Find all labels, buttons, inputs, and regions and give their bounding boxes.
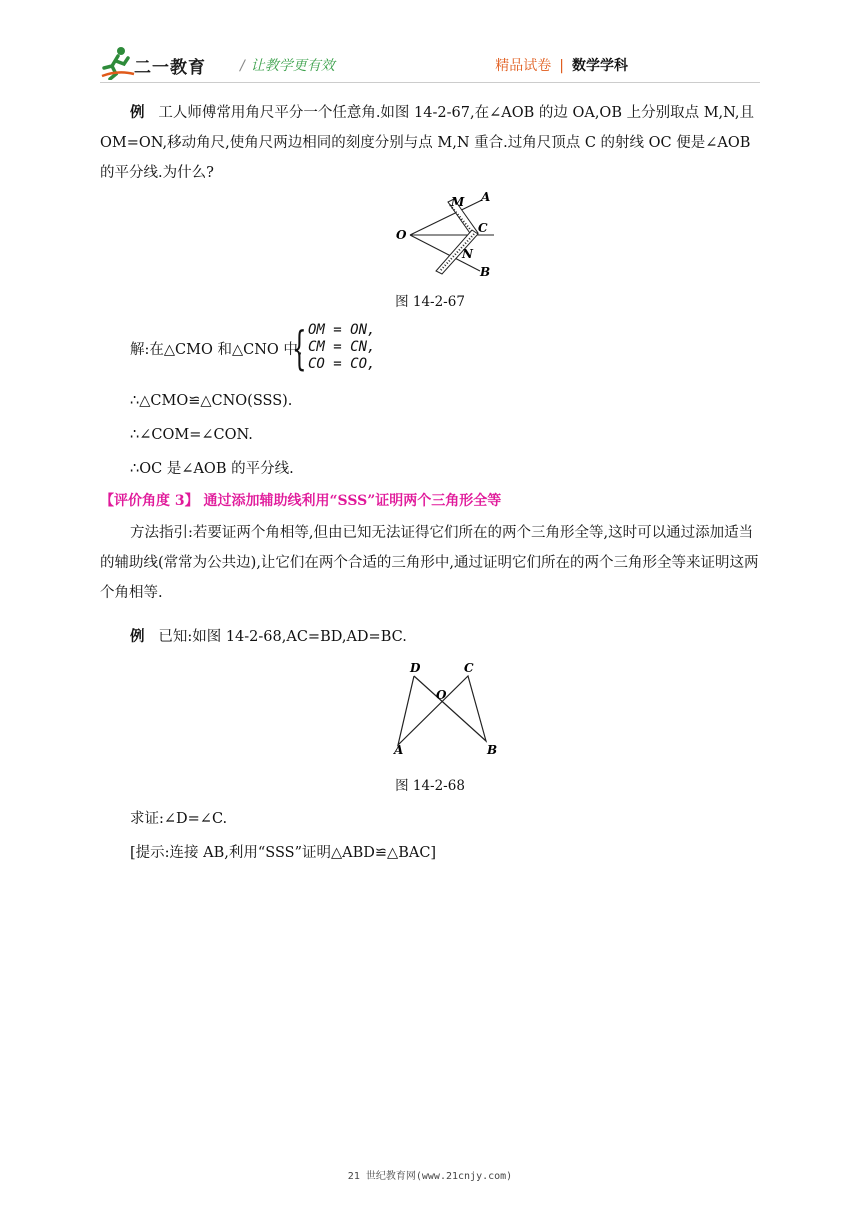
- figure-68-lines: [398, 676, 486, 745]
- point-label-B: B: [480, 265, 491, 279]
- section-3-title: 【评价角度 3】 通过添加辅助线利用“SSS”证明两个三角形全等: [100, 493, 502, 509]
- example2-paragraph: [100, 622, 760, 652]
- point-label-A: A: [481, 190, 491, 204]
- example1-text: 工人师傅常用角尺平分一个任意角.如图 14-2-67,在∠AOB 的边 OA,OB 上分别取点 M,N,且 OM=ON,移动角尺,使角尺两边相同的刻度分别与点 M,N 重合.过角尺顶点 C 的射线 OC 便是∠AOB 的平分线.为什么?: [100, 105, 755, 181]
- solution-step-2: ∴∠COM=∠CON.: [130, 427, 253, 443]
- point-label-C2: C: [464, 661, 474, 675]
- solution-step-1: ∴△CMO≌△CNO(SSS).: [130, 393, 293, 409]
- point-label-O: O: [396, 228, 407, 242]
- point-label-B2: B: [487, 743, 498, 757]
- system-brace: {: [292, 321, 307, 375]
- prove-statement: 求证:∠D=∠C.: [130, 811, 228, 827]
- point-label-O2: O: [436, 688, 447, 702]
- system-equations: [308, 322, 448, 373]
- example1-paragraph: [100, 98, 760, 188]
- figure-14-2-67: [392, 188, 502, 280]
- figure-caption-14-2-68: 图 14-2-68: [395, 778, 465, 794]
- page-header: [100, 46, 760, 86]
- header-label-subject: 数学学科: [572, 58, 628, 74]
- figure-caption-14-2-67: 图 14-2-67: [395, 294, 465, 310]
- slogan: / 让教学更有效: [240, 58, 335, 74]
- hint-text: [提示:连接 AB,利用“SSS”证明△ABD≌△BAC]: [130, 845, 437, 861]
- point-label-D: D: [410, 661, 421, 675]
- runner-logo-icon: [100, 46, 136, 80]
- point-label-C: C: [478, 221, 488, 235]
- header-label-paper: 精品试卷: [495, 58, 552, 74]
- header-separator: |: [559, 58, 564, 74]
- equation-2: CM = CN,: [308, 339, 376, 355]
- example1-label: 例: [130, 104, 145, 121]
- solution-lead: 解:在△CMO 和△CNO 中,: [130, 342, 303, 358]
- header-right: [495, 55, 628, 75]
- header-divider: [100, 82, 760, 83]
- example2-label: 例: [130, 628, 145, 645]
- slogan-text: 让教学更有效: [250, 58, 335, 74]
- figure-14-2-68: [386, 657, 508, 757]
- equation-3: CO = CO,: [308, 356, 376, 372]
- logo-text: 二一教育: [134, 58, 206, 78]
- equation-1: OM = ON,: [308, 322, 376, 338]
- solution-step-3: ∴OC 是∠AOB 的平分线.: [130, 461, 294, 477]
- method-guide: 方法指引:若要证两个角相等,但由已知无法证得它们所在的两个三角形全等,这时可以通过添加适当的辅助线(常常为公共边),让它们在两个合适的三角形中,通过证明它们所在的两个三角形全等来证明这两个角相等.: [100, 525, 759, 601]
- point-label-A2: A: [394, 743, 404, 757]
- page-footer: 21 世纪教育网(www.21cnjy.com): [347, 1171, 513, 1182]
- example2-text: 已知:如图 14-2-68,AC=BD,AD=BC.: [158, 629, 407, 645]
- point-label-M: M: [451, 195, 465, 209]
- logo: [100, 46, 230, 82]
- point-label-N: N: [462, 247, 473, 261]
